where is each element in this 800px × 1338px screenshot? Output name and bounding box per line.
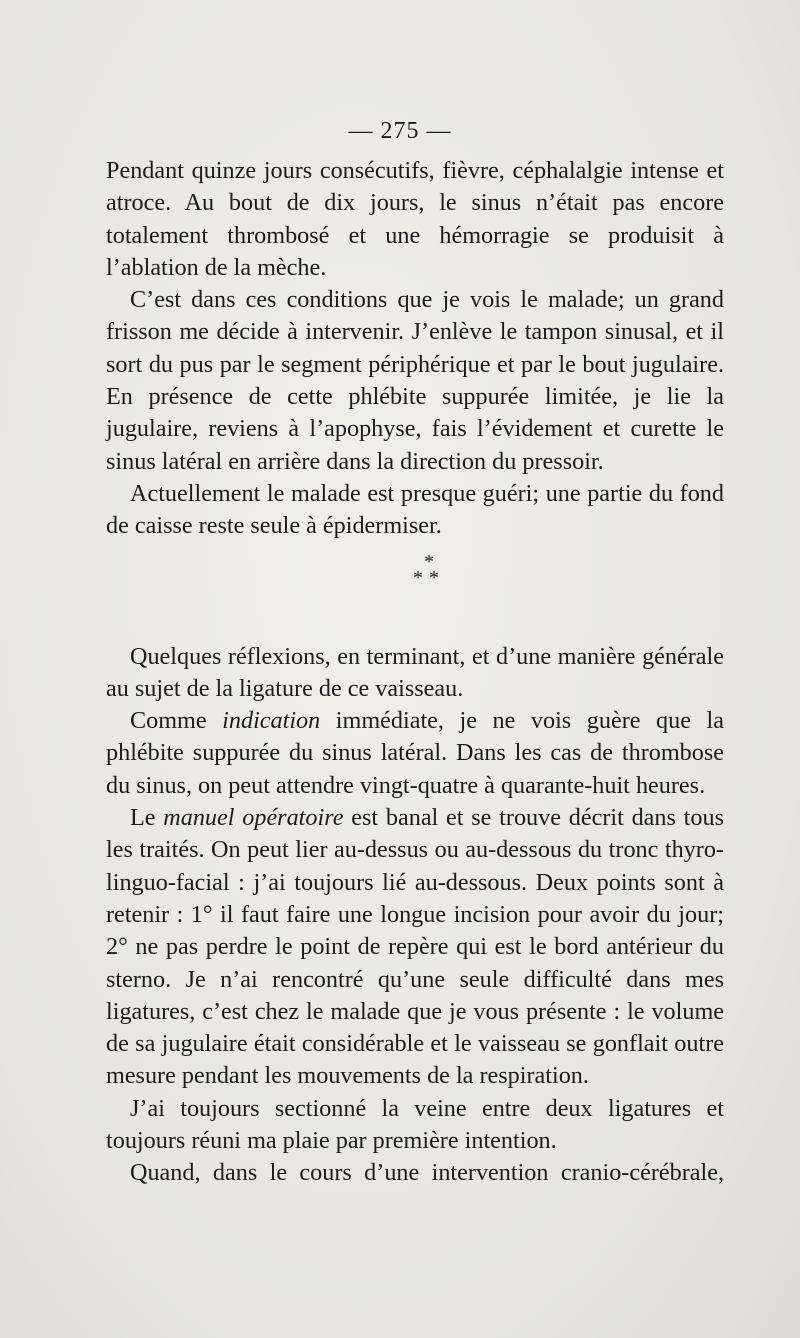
paragraph-7: J’ai toujours sectionné la veine entre deux ligatures et toujours réuni ma plaie par première intention. (106, 1094, 724, 1155)
asterism-bottom: ** (413, 566, 445, 589)
page-number: — 275 — (348, 118, 452, 144)
paragraph-1: Pendant quinze jours consécutifs, fièvre, céphalalgie intense et atroce. Au bout de dix jours, le sinus n’était pas encore totalement thrombosé et une hémorragie se produisit à l’ablation de la mèche. (106, 157, 724, 281)
asterism-top: * (424, 550, 434, 573)
paragraph-5-start: Comme (130, 707, 223, 735)
body-text (106, 155, 724, 1190)
paragraph-6-emphasis: manuel opératoire (163, 804, 344, 832)
paragraph-6 (106, 802, 724, 1093)
asterism-divider (106, 543, 724, 641)
paragraph-4: Quelques réflexions, en terminant, et d’une manière générale au sujet de la ligature de ce vaisseau. (106, 642, 724, 702)
paragraph-5 (106, 705, 724, 802)
paragraph-8: Quand, dans le cours d’une intervention cranio-cérébrale, (130, 1159, 724, 1187)
paragraph-3: Actuellement le malade est presque guéri; une partie du fond de caisse reste seule à épidermiser. (106, 479, 724, 540)
paragraph-6-rest: est banal et se trouve décrit dans tous les traités. On peut lier au-dessus ou au-dessous du tronc thyro-linguo-facial : j’ai toujours lié au-dessous. Deux points sont à retenir : 1° il faut faire une longue incision pour avoir du jour; 2° ne pas perdre le point de repère qui est le bord antérieur du sterno. Je n’ai rencontré qu’une seule difficulté dans mes ligatures, c’est chez le malade que je vous présente : le volume de sa jugulaire était considérable et le vaisseau se gonflait outre mesure pendant les mouvements de la respiration. (106, 804, 725, 1090)
paragraph-5-rest: immédiate, je ne vois guère que la phlébite suppurée du sinus latéral. Dans les cas de thrombose du sinus, on peut attendre vingt-quatre à quarante-huit heures. (106, 707, 724, 799)
paragraph-5-emphasis: indication (222, 707, 321, 735)
paragraph-2: C’est dans ces conditions que je vois le malade; un grand frisson me décide à intervenir. J’enlève le tampon sinusal, et il sort du pus par le segment périphérique et par le bout jugulaire. En présence de cette phlébite suppurée limitée, je lie la jugulaire, reviens à l’apophyse, fais l’évidement et curette le sinus latéral en arrière dans la direction du pressoir. (106, 286, 724, 475)
paragraph-6-start: Le (130, 804, 164, 832)
